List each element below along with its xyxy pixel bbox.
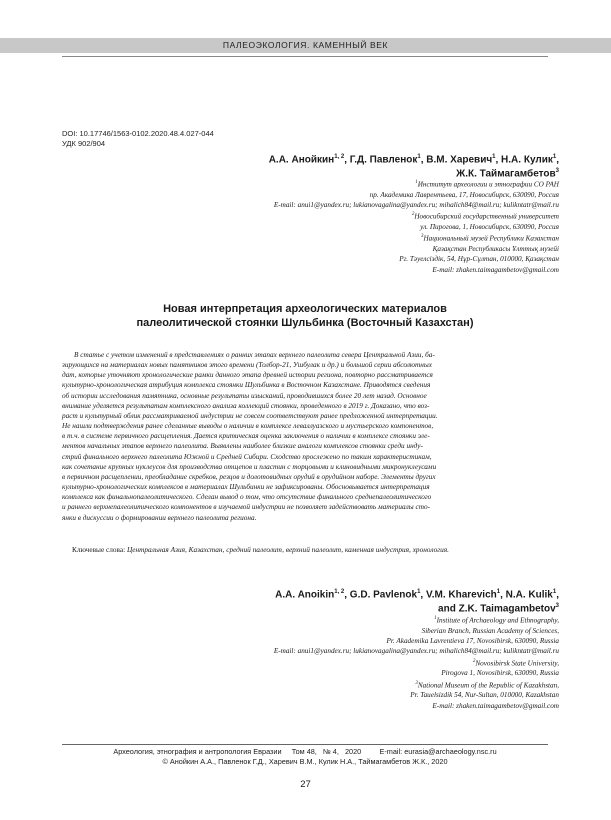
affiliation-email[interactable]: E-mail: anui1@yandex.ru; lukianovagalina@yandex.ru; mihalich84@mail.ru; kulikntatr@mail.ru [273, 200, 559, 209]
affiliation-line: Siberian Branch, Russian Academy of Sciences, [421, 626, 559, 635]
author-name: , N.A. Kulik [500, 589, 553, 601]
author-sup: 1 [492, 154, 496, 160]
affiliation-line: Pr. Akademika Lavrentieva 17, Novosibirsk, 630090, Russia [386, 636, 559, 645]
abstract [62, 350, 548, 523]
author-separator: , [556, 589, 559, 601]
abstract-line: и раннего верхнепалеолитического компонентов в изучаемой индустрии не позволяет задействовать материалы сто- [62, 503, 430, 512]
journal-issue: № 4, [322, 747, 339, 756]
author-name: and Z.K. Taimagambetov [438, 603, 556, 615]
author-name: А.А. Анойкин [268, 154, 335, 166]
author-sup: 1 [552, 154, 557, 160]
affiliation-line: Қазақстан Республикасы Ұлттық музейі [432, 244, 559, 253]
keywords [72, 545, 449, 554]
footer-journal-line [62, 747, 548, 756]
affiliation-line: $^3$Национальный музей Республики Казахстан [420, 234, 559, 243]
en-affiliations [99, 614, 559, 711]
author-sup: 1 [496, 589, 501, 595]
abstract-line: дат, которые уточняют хронологические рамки данного этапа древней истории региона, повторно рассматривается [62, 371, 433, 380]
author-sup: 1, 2 [334, 154, 345, 160]
affiliation-line: пр. Академика Лаврентьева, 17, Новосибирск, 630090, Россия [369, 190, 559, 199]
affiliation-line: $^2$Novosibirsk State University, [472, 658, 559, 667]
affiliation-email[interactable]: E-mail: zhaken.taimagambetov@gmail.com [432, 701, 559, 710]
keywords-text: Центральная Азия, Казахстан, средний палеолит, верхний палеолит, каменная индустрия, хронология. [126, 545, 449, 554]
author-sup: 1, 2 [334, 589, 345, 595]
ru-affiliations [99, 178, 559, 275]
abstract-line: стрий финального верхнего палеолита Южной и Средней Сибири. Сходство прослежено по таким характеристикам, [62, 452, 432, 461]
abstract-line: В статье с учетом изменений в представлениях о ранних этапах верхнего палеолита севера Центральной Азии, ба- [74, 351, 435, 359]
abstract-line: в т.ч. в системе первичного расщепления. Дается критическая оценка заключения о наличии в комплексе стоянки эле- [62, 432, 430, 441]
abstract-line: зирующихся на материалах новых памятников этого времени (Толбор-21, Ушбулак и др.) и большой серии абсолютных [62, 361, 432, 370]
affiliation-email[interactable]: E-mail: anui1@yandex.ru; lukianovagalina@yandex.ru; mihalich84@mail.ru; kulikntatr@mail.ru [273, 647, 559, 656]
title-line: палеолитической стоянки Шульбинка (Восточный Казахстан) [136, 316, 474, 329]
affiliation-line: Pr. Tauelsizdik 54, Nur-Sultan, 010000, Kazakhstan [410, 691, 559, 700]
author-sup: 3 [555, 168, 559, 174]
journal-volume: Том 48, [291, 747, 317, 756]
journal-email[interactable]: E-mail: eurasia@archaeology.nsc.ru [379, 747, 497, 756]
affiliation-line: ул. Пирогова, 1, Новосибирск, 630090, Россия [420, 222, 559, 231]
abstract-line: в первичном расщеплении, преобладание скребков, резцов и долотовидных орудий в орудийном наборе. Элементы других [62, 472, 436, 481]
author-separator: , [556, 154, 559, 166]
author-name: , В.М. Харевич [420, 154, 493, 166]
udk: УДК 902/904 [62, 139, 106, 148]
author-name: A.A. Anoikin [275, 589, 335, 601]
abstract-line: об истории исследования памятника, основные результаты изысканий, проводившихся более 20 лет назад. Основное [62, 391, 427, 400]
abstract-line: культурно-хронологическая атрибуция комплекса стоянки Шульбинка в Восточном Казахстане. Приводятся сведения [62, 381, 431, 390]
footer-rule [62, 744, 548, 745]
section-header-title: ПАЛЕОЭКОЛОГИЯ. КАМЕННЫЙ ВЕК [222, 40, 389, 50]
affiliation-line: Pirogova 1, Novosibirsk, 630090, Russia [441, 669, 559, 678]
header-rule [62, 56, 548, 57]
footer-copyright: © Анойкин А.А., Павленок Г.Д., Харевич В.М., Кулик Н.А., Таймагамбетов Ж.К., 2020 [162, 757, 448, 766]
author-sup: 1 [417, 154, 421, 160]
journal-year: 2020 [344, 747, 362, 756]
abstract-line: раст и культурный облик рассматриваемой индустрии не совсем соответствуют ранее предложенной интерпретации. [62, 411, 438, 420]
abstract-line: внимание уделяется результатам комплексного анализа коллекций стоянки, проведенного в 2019 г. Доказано, что воз- [62, 401, 430, 410]
affiliation-line: $^1$Институт археологии и этнографии СО РАН [415, 180, 559, 189]
author-name: , V.M. Kharevich [420, 589, 497, 601]
author-sup: 3 [555, 603, 559, 609]
journal-name: Археология, этнография и антропология Евразии [113, 747, 282, 756]
author-name: , Н.А. Кулик [495, 154, 553, 166]
page-number: 27 [300, 779, 311, 790]
article-title [62, 303, 548, 330]
section-header-band [0, 38, 611, 53]
author-name: , G.D. Pavlenok [344, 589, 418, 601]
affiliation-line: $^3$National Museum of the Republic of Kazakhstan, [415, 680, 559, 689]
affiliation-line: $^1$Institute of Archaeology and Ethnography, [434, 616, 559, 625]
author-name: Ж.К. Таймагамбетов [456, 168, 556, 180]
author-name: , Г.Д. Павленок [344, 154, 418, 166]
affiliation-line: $^2$Новосибирский государственный университет [411, 212, 559, 221]
abstract-line: культурно-хронологических комплексов в материалах Шульбинки не зафиксированы. Обосновывается интерпретация [62, 483, 430, 492]
affiliation-line: Рг. Тәуелсіздік, 54, Нұр-Сұлтан, 010000, Қазақстан [399, 255, 559, 264]
affiliation-email[interactable]: E-mail: zhaken.taimagambetov@gmail.com [432, 265, 559, 274]
title-line: Новая интерпретация археологических материалов [163, 303, 447, 315]
abstract-line: как сочетание крупных нуклеусов для производства отщепов и пластин с торцовыми и клиновидными микронуклеусами [62, 462, 437, 471]
doi[interactable]: DOI: 10.17746/1563-0102.2020.48.4.027-044 [62, 129, 214, 138]
keywords-label: Ключевые слова: [72, 545, 127, 554]
author-sup: 1 [417, 589, 421, 595]
abstract-line: ментов начальных этапов верхнего палеолита. Выявлены наиболее близкие аналоги комплексов стоянки среди инду- [62, 442, 423, 451]
author-sup: 1 [552, 589, 557, 595]
abstract-line: янки в дискуссии о формировании верхнего палеолита региона. [62, 513, 257, 522]
abstract-line: Не нашли подтверждения ранее сделанные выводы о наличии в комплексе леваллуазского и мустьерского компонентов, [62, 422, 434, 431]
abstract-line: комплекса как финальнопалеолитического. Сделан вывод о том, что отсутствие финального среднепалеолитического [62, 493, 432, 502]
